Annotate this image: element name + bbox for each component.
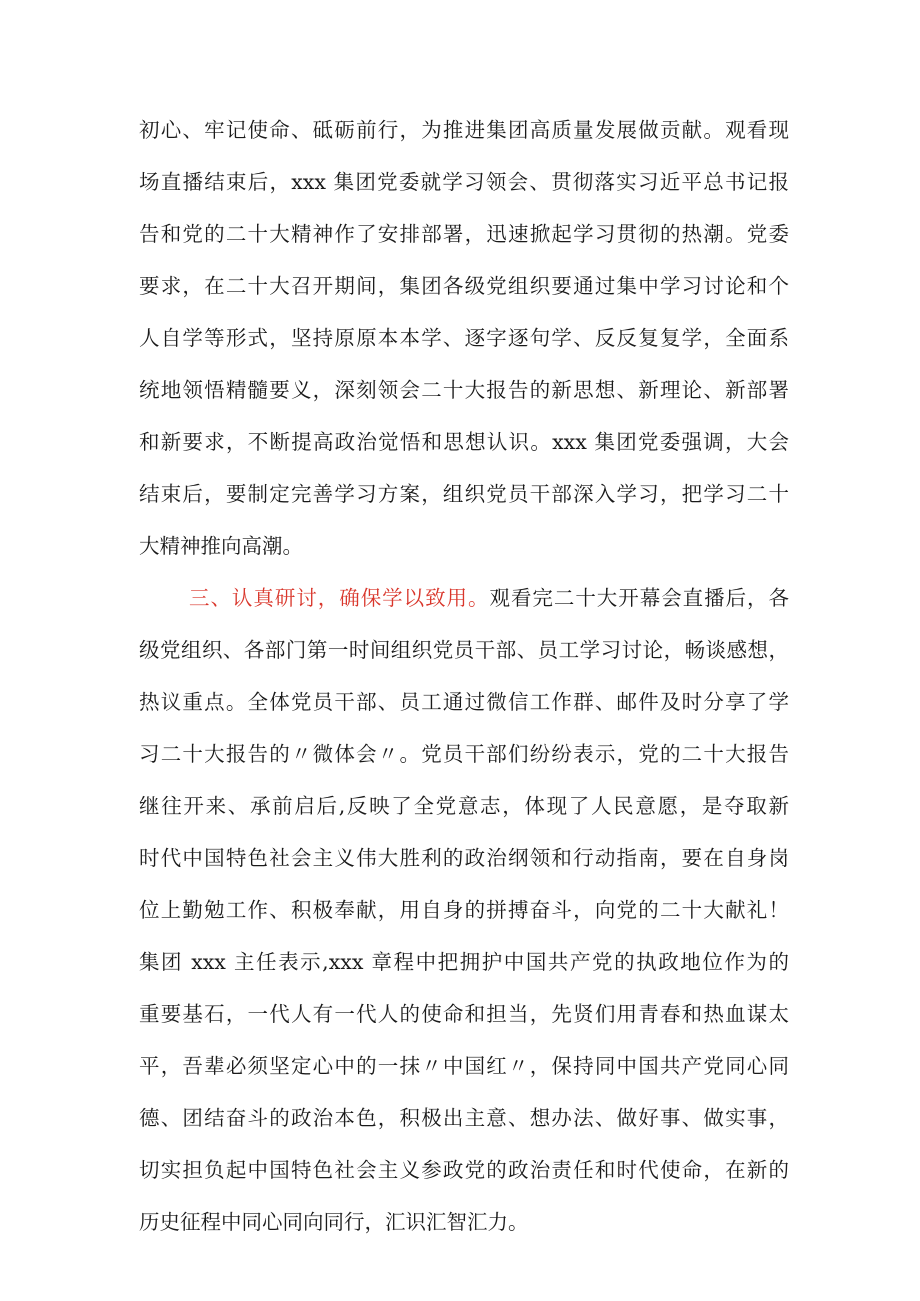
text-line: 大精神推向高潮。 <box>139 534 303 558</box>
text-line: 和新要求，不断提高政治觉悟和思想认识。xxx 集团党委强调，大会 <box>139 430 789 454</box>
text-line: 告和党的二十大精神作了安排部署，迅速掀起学习贯彻的热潮。党委 <box>139 222 789 246</box>
text-line: 历史征程中同心同向同行，汇识汇智汇力。 <box>139 1210 529 1234</box>
text-line: 重要基石，一代人有一代人的使命和担当，先贤们用青春和热血谋太 <box>139 1002 789 1026</box>
text-line: 热议重点。全体党员干部、员工通过微信工作群、邮件及时分享了学 <box>139 690 789 714</box>
text-line: 继往开来、承前启后,反映了全党意志，体现了人民意愿，是夺取新 <box>139 794 789 818</box>
text-line-rest: 观看完二十大开幕会直播后，各 <box>489 586 789 610</box>
text-line: 结束后，要制定完善学习方案，组织党员干部深入学习，把学习二十 <box>139 482 789 506</box>
text-line: 集团 xxx 主任表示,xxx 章程中把拥护中国共产党的执政地位作为的 <box>139 950 789 974</box>
section-heading: 三、认真研讨，确保学以致用。 <box>189 586 490 610</box>
text-line: 切实担负起中国特色社会主义参政党的政治责任和时代使命，在新的 <box>139 1158 789 1182</box>
text-line: 要求，在二十大召开期间，集团各级党组织要通过集中学习讨论和个 <box>139 274 789 298</box>
text-line: 统地领悟精髓要义，深刻领会二十大报告的新思想、新理论、新部署 <box>139 378 789 402</box>
text-line: 场直播结束后，xxx 集团党委就学习领会、贯彻落实习近平总书记报 <box>139 170 789 194</box>
text-line: 时代中国特色社会主义伟大胜利的政治纲领和行动指南，要在自身岗 <box>139 846 789 870</box>
text-line: 人自学等形式，坚持原原本本学、逐字逐句学、反反复复学，全面系 <box>139 326 789 350</box>
text-line: 习二十大报告的〃微体会〃。党员干部们纷纷表示，党的二十大报告 <box>139 742 789 766</box>
text-line: 位上勤勉工作、积极奉献，用自身的拼搏奋斗，向党的二十大献礼！ <box>139 898 789 922</box>
text-line: 德、团结奋斗的政治本色，积极出主意、想办法、做好事、做实事， <box>139 1106 789 1130</box>
text-line: 级党组织、各部门第一时间组织党员干部、员工学习讨论，畅谈感想， <box>139 638 789 662</box>
text-line: 初心、牢记使命、砥砺前行，为推进集团高质量发展做贡献。观看现 <box>139 118 789 142</box>
section-heading-line <box>189 575 789 621</box>
text-line: 平，吾辈必须坚定心中的一抹〃中国红〃，保持同中国共产党同心同 <box>139 1054 789 1078</box>
